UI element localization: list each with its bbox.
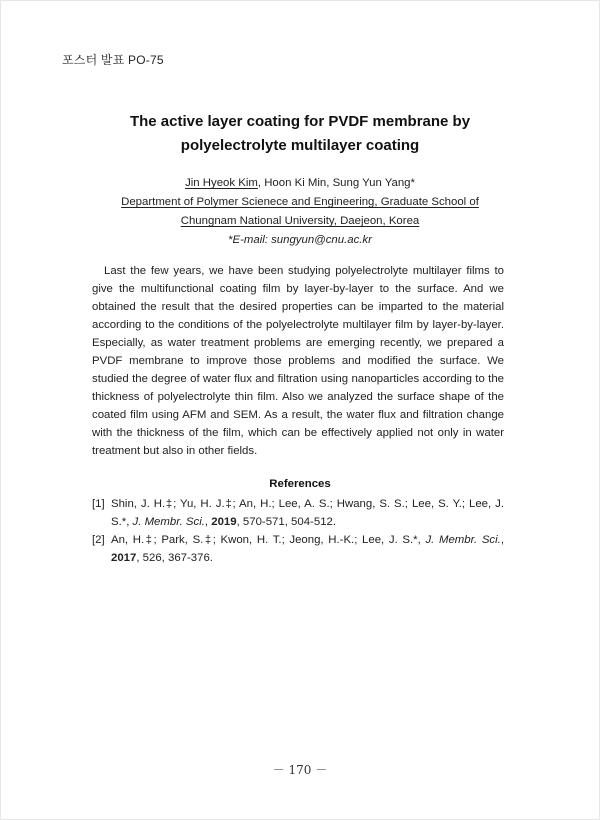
corresponding-email: *E-mail: sungyun@cnu.ac.kr (228, 234, 372, 246)
title-line-2: polyelectrolyte multilayer coating (180, 137, 420, 154)
reference-journal: J. Membr. Sci. (425, 534, 501, 546)
reference-year: 2017 (111, 552, 137, 564)
reference-number: [2] (92, 534, 105, 546)
presenting-author: Jin Hyeok Kim (185, 177, 258, 189)
author-line (60, 174, 540, 193)
reference-list (92, 495, 504, 567)
reference-item (92, 531, 504, 567)
author-block (60, 174, 540, 250)
reference-journal: J. Membr. Sci. (132, 516, 205, 528)
reference-year: 2019 (211, 516, 237, 528)
paper-title (60, 110, 540, 158)
reference-separator: , (204, 516, 212, 528)
references-heading: References (269, 478, 331, 490)
title-line-1: The active layer coating for PVDF membrane by (129, 113, 471, 130)
reference-pages: , 526, 367-376. (136, 552, 213, 564)
reference-pages: , 570-571, 504-512. (236, 516, 337, 528)
affiliation-line-2: Chungnam National University, Daejeon, Korea (180, 215, 420, 227)
page-number: － 170 － (272, 763, 328, 777)
reference-authors: Shin, J. H.‡; Yu, H. J.‡; An, H.; Lee, A. S.; Hwang, S. S.; Lee, S. Y.; Lee, J. S.*, (111, 498, 504, 528)
reference-authors: An, H.‡; Park, S.‡; Kwon, H. T.; Jeong, H.-K.; Lee, J. S.*, (111, 534, 421, 546)
co-authors: Hoon Ki Min, Sung Yun Yang* (264, 177, 415, 189)
abstract-text: Last the few years, we have been studying polyelectrolyte multilayer films to give the multifunctional coating film by layer-by-layer to the surface. And we obtained the result that the desired properties can be imparted to the material according to the conditions of the polyelectrolyte multilayer film by layer-by-layer. Especially, as water treatment problems are emerging recently, we prepared a PVDF membrane to improve those problems and modified the surface. We studied the degree of water flux and filtration using nanoparticles according to the thickness of polyelectrolyte thin film. Also we analyzed the surface shape of the coated film using AFM and SEM. As a result, the water flux and filtration change with the thickness of the film, which can be effectively applied not only in water treatment but also in other fields. (92, 265, 504, 457)
author-separator: , (257, 177, 265, 189)
affiliation-line-1: Department of Polymer Scienece and Engineering, Graduate School of (121, 196, 479, 208)
session-label: 포스터 발표 PO-75 (62, 53, 164, 67)
reference-number: [1] (92, 498, 105, 510)
reference-separator: , (500, 534, 504, 546)
reference-item (92, 495, 504, 531)
